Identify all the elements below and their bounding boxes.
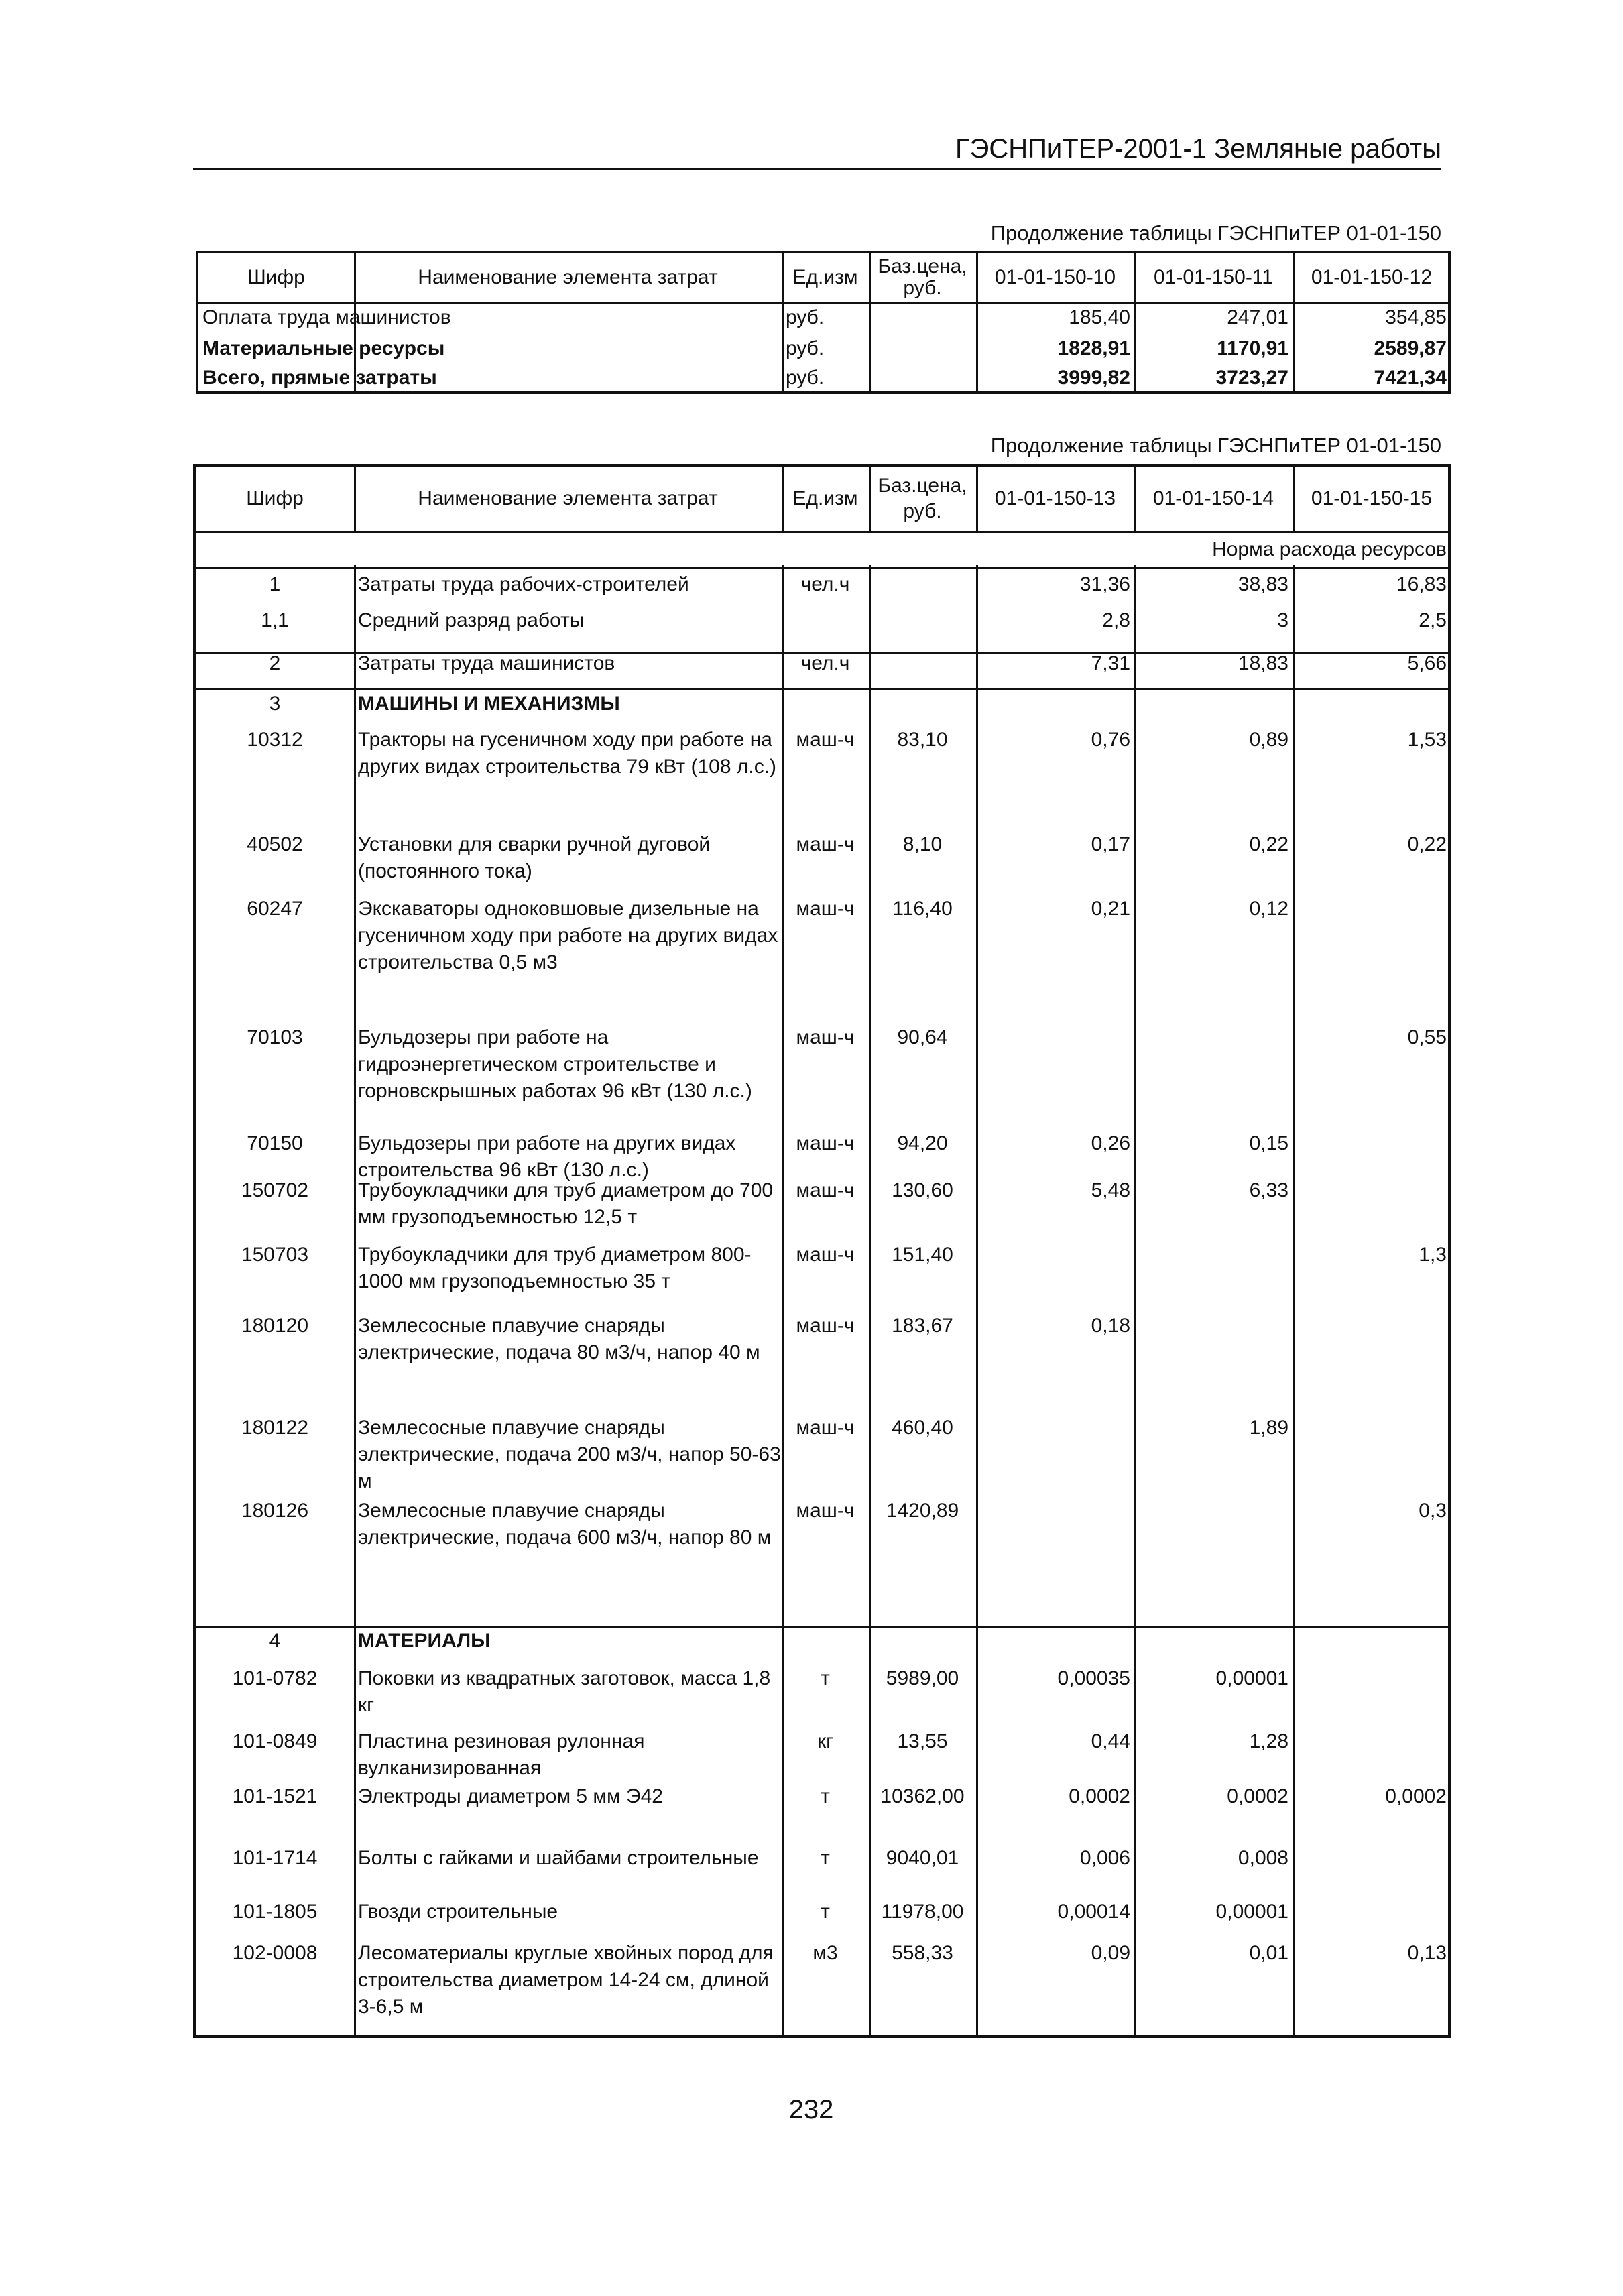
norm-value: 31,36	[1079, 573, 1130, 595]
resource-name: Лесоматериалы круглые хвойных пород для строительства диаметром 14-24 см, длиной 3-6,5 м	[358, 1942, 774, 2018]
resource-name: Электроды диаметром 5 мм Э42	[358, 1785, 663, 1807]
norm-value: 0,12	[1249, 898, 1288, 920]
resource-unit: маш-ч	[796, 1132, 855, 1154]
col-header-name: Наименование элемента затрат	[418, 266, 718, 288]
summary-row-value: 354,85	[1385, 306, 1447, 328]
resource-unit: чел.ч	[800, 652, 850, 674]
norm-value: 0,00014	[1057, 1900, 1130, 1923]
col-header-norm-14: 01-01-150-14	[1152, 487, 1274, 509]
summary-row-unit: руб.	[786, 306, 825, 328]
norm-value: 38,83	[1238, 573, 1288, 595]
norm-value: 6,33	[1249, 1179, 1288, 1201]
resource-name: Болты с гайками и шайбами строительные	[358, 1847, 759, 1869]
norm-value: 0,0002	[1385, 1785, 1447, 1807]
summary-row-value: 185,40	[1069, 306, 1130, 328]
resource-unit: маш-ч	[796, 898, 855, 920]
resource-unit: кг	[817, 1730, 834, 1752]
norm-value: 0,22	[1249, 833, 1288, 855]
resource-price: 10362,00	[880, 1785, 965, 1807]
summary-row-name: Оплата труда машинистов	[202, 306, 451, 328]
summary-row-value: 2589,87	[1374, 337, 1447, 359]
norm-value: 0,13	[1407, 1942, 1447, 1964]
resource-name: Затраты труда машинистов	[358, 652, 615, 674]
resource-unit: маш-ч	[796, 1500, 855, 1522]
norm-value: 1,89	[1249, 1416, 1288, 1439]
resource-unit: маш-ч	[796, 833, 855, 855]
norm-value: 1,3	[1419, 1244, 1447, 1266]
resource-name: МАШИНЫ И МЕХАНИЗМЫ	[358, 692, 620, 715]
table2-caption: Продолжение таблицы ГЭСНПиТЕР 01-01-150	[990, 434, 1441, 457]
resource-price: 8,10	[902, 833, 943, 855]
resource-price: 460,40	[892, 1416, 953, 1439]
norm-value: 0,008	[1238, 1847, 1288, 1869]
norm-value: 0,17	[1091, 833, 1130, 855]
summary-row-name: Материальные ресурсы	[202, 337, 445, 359]
norm-value: 0,15	[1249, 1132, 1288, 1154]
resource-name: Бульдозеры при работе на других видах строительства 96 кВт (130 л.с.)	[358, 1132, 736, 1181]
norm-value: 0,18	[1091, 1315, 1130, 1337]
norm-value: 5,66	[1407, 652, 1447, 674]
resource-code: 102-0008	[232, 1942, 318, 1964]
resource-name: Средний разряд работы	[358, 609, 585, 631]
resource-price: 183,67	[892, 1315, 953, 1337]
resource-code: 101-1805	[232, 1900, 318, 1923]
summary-row-value: 1828,91	[1057, 337, 1130, 359]
resource-name: Гвозди строительные	[358, 1900, 558, 1923]
resource-code: 150703	[241, 1244, 309, 1266]
resource-price: 558,33	[892, 1942, 953, 1964]
norm-label: Норма расхода ресурсов	[1212, 538, 1447, 560]
resource-unit: маш-ч	[796, 729, 855, 751]
resource-code: 70150	[247, 1132, 303, 1154]
resource-name: Трубоукладчики для труб диаметром до 700 мм грузоподъемностью 12,5 т	[358, 1179, 774, 1228]
col-header-norm-15: 01-01-150-15	[1311, 487, 1433, 509]
norm-value: 3	[1277, 609, 1288, 631]
norm-value: 1,28	[1249, 1730, 1288, 1752]
resource-code: 101-0782	[232, 1667, 318, 1689]
resource-price: 83,10	[897, 729, 948, 751]
resource-code: 3	[269, 692, 281, 715]
resource-unit: т	[821, 1847, 830, 1869]
resource-name: Установки для сварки ручной дуговой (постоянного тока)	[358, 833, 711, 882]
col-header-code: Шифр	[246, 487, 304, 509]
resource-price: 9040,01	[886, 1847, 959, 1869]
summary-row-value: 3723,27	[1215, 367, 1288, 389]
norm-value: 0,0002	[1227, 1785, 1288, 1807]
summary-row-value: 1170,91	[1217, 337, 1288, 359]
resource-unit: т	[821, 1667, 830, 1689]
resource-price: 94,20	[897, 1132, 948, 1154]
norm-value: 0,00001	[1215, 1667, 1288, 1689]
resources-table	[193, 464, 1451, 2038]
norm-value: 7,31	[1091, 652, 1130, 674]
norm-value: 0,55	[1407, 1026, 1447, 1048]
col-header-norm-12: 01-01-150-12	[1311, 266, 1433, 288]
resource-unit: маш-ч	[796, 1244, 855, 1266]
resource-code: 40502	[247, 833, 303, 855]
summary-row-value: 247,01	[1227, 306, 1288, 328]
resource-name: Землесосные плавучие снаряды электрические, подача 80 м3/ч, напор 40 м	[358, 1315, 760, 1364]
resource-price: 90,64	[897, 1026, 948, 1048]
resource-unit: т	[821, 1900, 830, 1923]
page-number: 232	[788, 2095, 834, 2124]
page-header: ГЭСНПиТЕР-2001-1 Земляные работы	[193, 134, 1441, 170]
resource-price: 151,40	[892, 1244, 953, 1266]
resource-price: 11978,00	[881, 1900, 964, 1923]
resource-code: 1,1	[261, 609, 289, 631]
resource-unit: маш-ч	[796, 1416, 855, 1439]
norm-value: 0,3	[1419, 1500, 1447, 1522]
resource-price: 116,40	[892, 898, 953, 920]
resource-unit: м3	[813, 1942, 838, 1964]
norm-value: 1,53	[1407, 729, 1447, 751]
norm-value: 0,01	[1249, 1942, 1288, 1964]
resource-name: Землесосные плавучие снаряды электрические, подача 600 м3/ч, напор 80 м	[358, 1500, 772, 1549]
resource-unit: чел.ч	[800, 573, 850, 595]
summary-row-unit: руб.	[786, 337, 825, 359]
resource-unit: т	[821, 1785, 830, 1807]
norm-value: 0,21	[1091, 898, 1130, 920]
resource-code: 10312	[247, 729, 303, 751]
resource-code: 70103	[247, 1026, 303, 1048]
resource-code: 4	[269, 1630, 281, 1652]
table1-caption: Продолжение таблицы ГЭСНПиТЕР 01-01-150	[990, 221, 1441, 245]
resource-price: 1420,89	[886, 1500, 959, 1522]
summary-row-name: Всего, прямые затраты	[202, 367, 437, 389]
col-header-norm-13: 01-01-150-13	[994, 487, 1116, 509]
resource-code: 180120	[241, 1315, 309, 1337]
resource-name: Пластина резиновая рулонная вулканизированная	[358, 1730, 645, 1779]
col-header-norm-10: 01-01-150-10	[994, 266, 1116, 288]
resource-name: Экскаваторы одноковшовые дизельные на гусеничном ходу при работе на других видах строительства 0,5 м3	[358, 898, 778, 973]
resource-name: Затраты труда рабочих-строителей	[358, 573, 689, 595]
col-header-norm-11: 01-01-150-11	[1154, 266, 1273, 288]
norm-value: 0,00035	[1057, 1667, 1130, 1689]
resource-name: Тракторы на гусеничном ходу при работе на других видах строительства 79 кВт (108 л.с.)	[358, 729, 777, 778]
resource-code: 60247	[247, 898, 303, 920]
resource-code: 2	[269, 652, 281, 674]
norm-value: 0,76	[1091, 729, 1130, 751]
norm-value: 2,8	[1102, 609, 1130, 631]
norm-value: 0,006	[1079, 1847, 1130, 1869]
resource-price: 5989,00	[886, 1667, 959, 1689]
norm-value: 16,83	[1396, 573, 1447, 595]
norm-value: 0,44	[1091, 1730, 1130, 1752]
resource-code: 1	[269, 573, 281, 595]
resource-unit: маш-ч	[796, 1179, 855, 1201]
norm-value: 0,26	[1091, 1132, 1130, 1154]
col-header-name: Наименование элемента затрат	[418, 487, 718, 509]
resource-code: 150702	[241, 1179, 309, 1201]
summary-table	[196, 251, 1451, 394]
norm-value: 2,5	[1419, 609, 1447, 631]
resource-unit: маш-ч	[796, 1315, 855, 1337]
resource-name: Бульдозеры при работе на гидроэнергетическом строительстве и горновскрышных работах 96 кВт (130 л.с.)	[358, 1026, 752, 1102]
resource-code: 180122	[241, 1416, 309, 1439]
col-header-price: Баз.цена, руб.	[878, 255, 967, 299]
norm-value: 0,09	[1091, 1942, 1130, 1964]
summary-row-value: 7421,34	[1374, 367, 1447, 389]
col-header-unit: Ед.изм	[792, 487, 858, 509]
resource-price: 13,55	[897, 1730, 948, 1752]
norm-value: 18,83	[1238, 652, 1288, 674]
resource-unit: маш-ч	[796, 1026, 855, 1048]
summary-row-value: 3999,82	[1057, 367, 1130, 389]
resource-name: Поковки из квадратных заготовок, масса 1,8 кг	[358, 1667, 771, 1716]
resource-code: 101-1714	[232, 1847, 318, 1869]
resource-name: Землесосные плавучие снаряды электрические, подача 200 м3/ч, напор 50-63 м	[358, 1416, 781, 1492]
resource-name: Трубоукладчики для труб диаметром 800-1000 мм грузоподъемностью 35 т	[358, 1244, 752, 1292]
resource-code: 101-1521	[232, 1785, 318, 1807]
resource-price: 130,60	[892, 1179, 953, 1201]
norm-value: 5,48	[1091, 1179, 1130, 1201]
summary-row-unit: руб.	[786, 367, 825, 389]
col-header-code: Шифр	[247, 266, 305, 288]
norm-value: 0,22	[1407, 833, 1447, 855]
norm-value: 0,0002	[1069, 1785, 1130, 1807]
resource-code: 180126	[241, 1500, 309, 1522]
col-header-unit: Ед.изм	[792, 266, 858, 288]
norm-value: 0,89	[1249, 729, 1288, 751]
col-header-price: Баз.цена, руб.	[878, 475, 967, 522]
resource-code: 101-0849	[232, 1730, 318, 1752]
resource-name: МАТЕРИАЛЫ	[358, 1630, 491, 1652]
norm-value: 0,00001	[1215, 1900, 1288, 1923]
